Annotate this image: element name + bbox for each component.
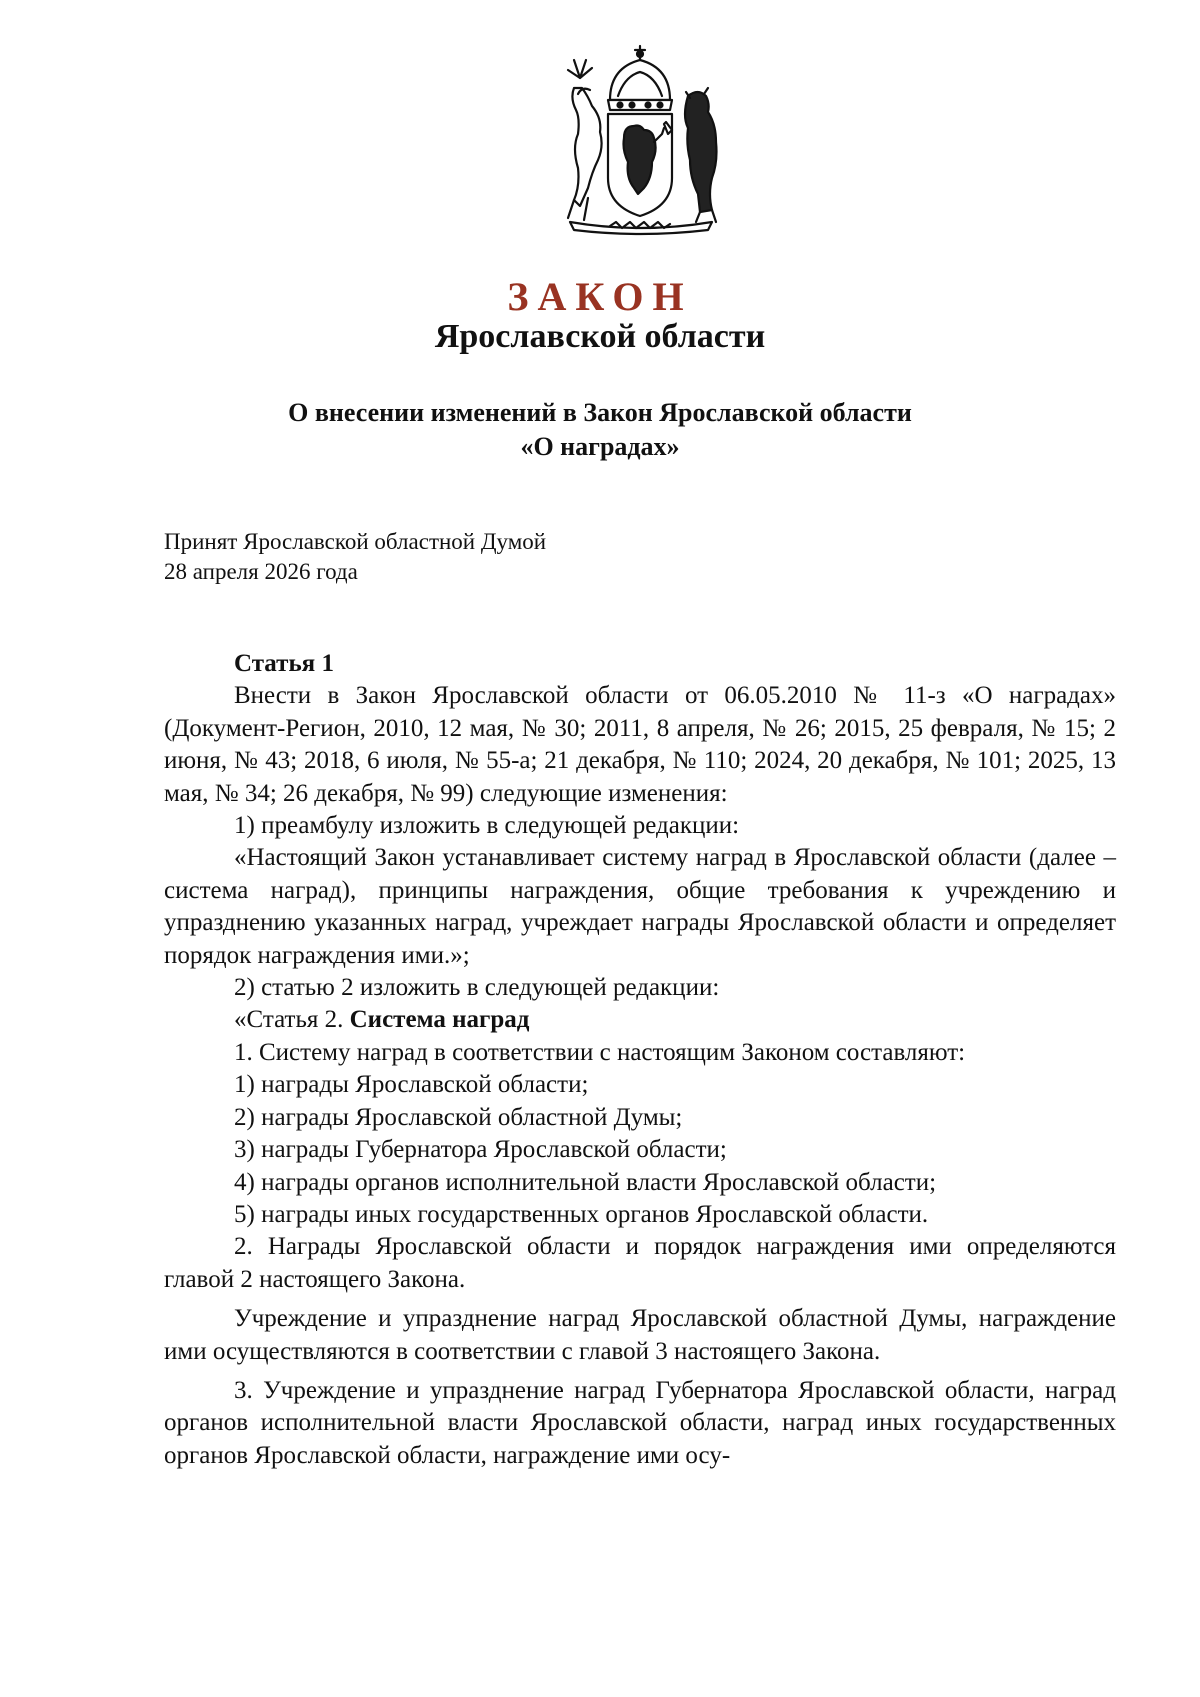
article-2-clause-2-cont: Учреждение и упразднение наград Ярославской областной Думы, награждение ими осуществляются в соответствии с главой 3 настоящего Закона. <box>164 1305 1116 1365</box>
article-2-heading <box>164 1004 1116 1036</box>
article-2-clause-3: 3. Учреждение и упразднение наград Губернатора Ярославской области, наград органов исполнительной власти Ярославской области, наград иных государственных органов Ярославской области, награждение ими осу- <box>164 1376 1116 1469</box>
article-2-title: Система наград <box>349 1006 530 1034</box>
article-2-prefix: «Статья 2. <box>234 1006 350 1034</box>
law-subject-line-2: «О наградах» <box>520 432 680 461</box>
award-list-item: 3) награды Губернатора Ярославской области; <box>234 1136 727 1164</box>
adoption-date: 28 апреля 2026 года <box>164 559 358 584</box>
law-region: Ярославской области <box>434 318 766 355</box>
article-body <box>164 648 1116 1472</box>
article-2-clause-1: 1. Систему наград в соответствии с настоящим Законом составляют: <box>234 1038 966 1066</box>
award-list-item: 4) награды органов исполнительной власти Ярославской области; <box>234 1168 937 1196</box>
adoption-body: Принят Ярославской областной Думой <box>164 529 547 554</box>
article-intro: Внести в Закон Ярославской области от 06.05.2010 № 11-з «О наградах» (Документ-Регион, 2010, 12 мая, № 30; 2011, 8 апреля, № 26; 2015, 25 февраля, № 15; 2 июня, № 43; 2018, 6 июля, № 55-а; 21 декабря, № 110; 2024, 20 декабря, № 101; 2025, 13 мая, № 34; 26 декабря, № 99) следующие изменения: <box>164 682 1116 807</box>
article-heading: Статья 1 <box>234 650 334 677</box>
amendment-item-2: 2) статью 2 изложить в следующей редакции: <box>234 974 720 1002</box>
preamble-quote: «Настоящий Закон устанавливает систему наград в Ярославской области (далее – система наград), принципы награждения, общие требования к учреждению и упразднению указанных наград, учреждает награды Ярославской области и определяет порядок награждения ими.»; <box>164 844 1116 969</box>
article-2-clause-2: 2. Награды Ярославской области и порядок награждения ими определяются главой 2 настоящего Закона. <box>164 1233 1116 1293</box>
law-title: ЗАКОН <box>507 274 693 319</box>
award-list-item: 2) награды Ярославской областной Думы; <box>234 1103 683 1131</box>
law-subject-line-1: О внесении изменений в Закон Ярославской области <box>288 398 912 427</box>
amendment-item-1: 1) преамбулу изложить в следующей редакции: <box>234 812 740 840</box>
award-list-item: 5) награды иных государственных органов Ярославской области. <box>234 1200 929 1228</box>
adoption-note <box>164 527 546 587</box>
award-list-item: 1) награды Ярославской области; <box>234 1071 589 1099</box>
yaroslavl-oblast-coat-of-arms-icon <box>540 38 740 238</box>
